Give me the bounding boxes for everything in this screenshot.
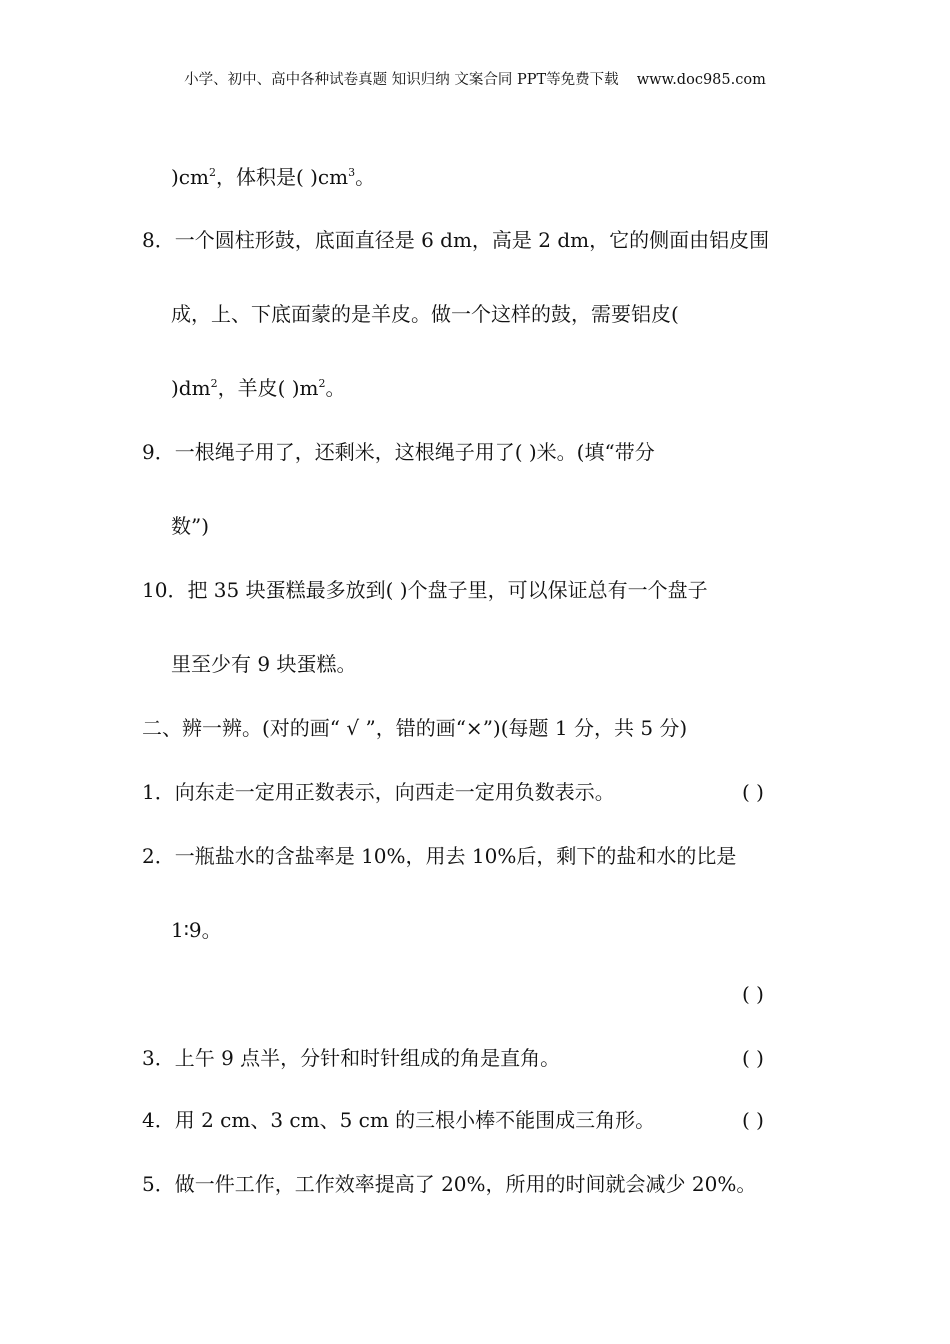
q10-line2: 里至少有 9 块蛋糕。 — [171, 652, 357, 676]
q7-tail: )$cm^2$，体积是( )$cm^3$。 — [171, 165, 376, 189]
header-text: 小学、初中、高中各种试卷真题 知识归纳 文案合同 PPT等免费下载 — [184, 72, 619, 88]
s2-item-1: 1．向东走一定用正数表示，向西走一定用负数表示。 — [142, 780, 615, 804]
q8-line2: 成，上、下底面蒙的是羊皮。做一个这样的鼓，需要铝皮( — [171, 302, 679, 326]
section2-title: 二、辨一辨。(对的画“ √ ”，错的画“×”)(每题 1 分，共 5 分) — [142, 716, 688, 740]
header-site-link[interactable]: www.doc985.com — [636, 72, 766, 88]
page-header — [0, 68, 950, 89]
s2-item-2-cont: 1∶9。 — [171, 918, 222, 942]
q8-line3: )$dm^2$，羊皮( )$m^2$。 — [171, 376, 346, 400]
q9-line2: 数”) — [171, 514, 210, 538]
s2-item-3: 3．上午 9 点半，分针和时针组成的角是直角。 — [142, 1046, 561, 1070]
s2-item-4: 4．用 2 cm、3 cm、5 cm 的三根小棒不能围成三角形。 — [142, 1108, 656, 1132]
s2-item-3-answer[interactable]: ( ) — [742, 1046, 764, 1070]
s2-item-5: 5．做一件工作，工作效率提高了 20%，所用的时间就会减少 20%。 — [142, 1172, 757, 1196]
s2-item-2: 2．一瓶盐水的含盐率是 10%，用去 10%后，剩下的盐和水的比是 — [142, 844, 737, 868]
q8-line1: 8．一个圆柱形鼓，底面直径是 6 dm，高是 2 dm，它的侧面由铝皮围 — [142, 228, 770, 252]
q10-line1: 10．把 35 块蛋糕最多放到( )个盘子里，可以保证总有一个盘子 — [142, 578, 708, 602]
q9-line1: 9．一根绳子用了，还剩米，这根绳子用了( )米。(填“带分 — [142, 440, 655, 464]
s2-item-2-answer[interactable]: ( ) — [742, 982, 764, 1006]
s2-item-1-answer[interactable]: ( ) — [742, 780, 764, 804]
s2-item-4-answer[interactable]: ( ) — [742, 1108, 764, 1132]
